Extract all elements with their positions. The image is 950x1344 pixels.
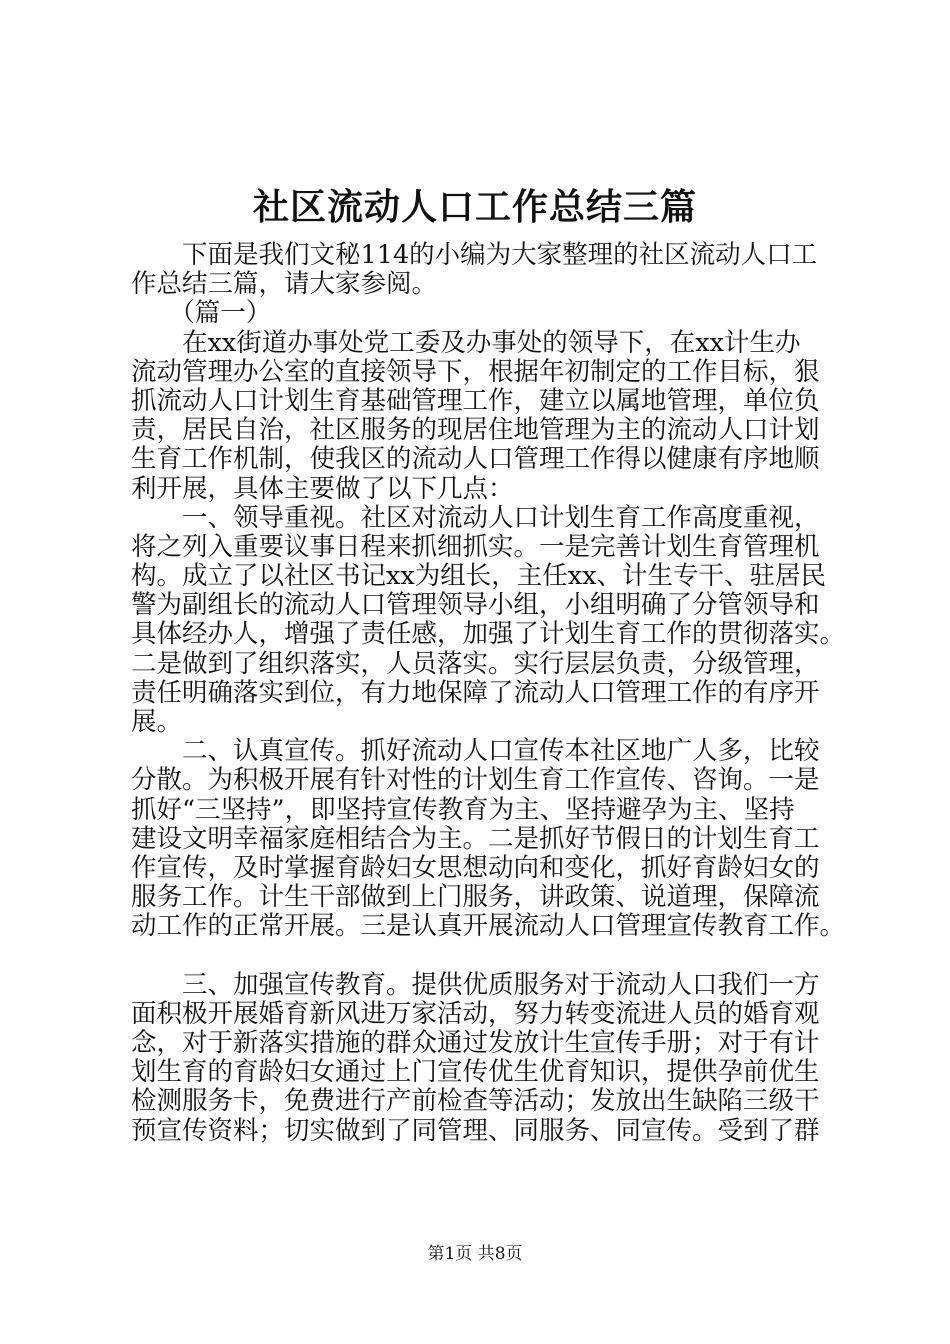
- body-line: 具体经办人，增强了责任感，加强了计划生育工作的贯彻落实。: [131, 619, 846, 650]
- body-line: 流动管理办公室的直接领导下，根据年初制定的工作目标，狠: [131, 356, 820, 387]
- body-line: 生育工作机制，使我区的流动人口管理工作得以健康有序地顺: [131, 444, 820, 475]
- blank-line: [131, 942, 861, 971]
- body-line: 警为副组长的流动人口管理领导小组，小组明确了分管领导和: [131, 590, 820, 621]
- body-line: 检测服务卡，免费进行产前检查等活动；发放出生缺陷三级干: [131, 1086, 820, 1117]
- document-title: 社区流动人口工作总结三篇: [252, 186, 697, 228]
- body-line: 三、加强宣传教育。提供优质服务对于流动人口我们一方: [131, 969, 820, 1000]
- body-line: 抓好“三坚持”，即坚持宣传教育为主、坚持避孕为主、坚持: [131, 794, 795, 825]
- body-line: 念，对于新落实措施的群众通过发放计生宣传手册；对于有计: [131, 1028, 820, 1059]
- page-number-footer: 第1页 共8页: [427, 1244, 523, 1264]
- body-line: 一、领导重视。社区对流动人口计划生育工作高度重视，: [131, 502, 820, 533]
- body-line: 二是做到了组织落实，人员落实。实行层层负责，分级管理，: [131, 648, 820, 679]
- body-line: 抓流动人口计划生育基础管理工作，建立以属地管理，单位负: [131, 385, 820, 416]
- body-line: 责，居民自治，社区服务的现居住地管理为主的流动人口计划: [131, 415, 820, 446]
- body-line: 面积极开展婚育新风进万家活动，努力转变流进人员的婚育观: [131, 998, 820, 1029]
- body-line: 展。: [131, 707, 183, 737]
- body-line: 分散。为积极开展有针对性的计划生育工作宣传、咨询。一是: [131, 765, 820, 796]
- body-line: 构。成立了以社区书记xx为组长，主任xx、计生专干、驻居民: [131, 561, 827, 592]
- body-line: 预宣传资料；切实做到了同管理、同服务、同宣传。受到了群: [131, 1115, 820, 1146]
- body-line: 利开展，具体主要做了以下几点：: [131, 473, 514, 504]
- body-line: 下面是我们文秘114的小编为大家整理的社区流动人口工: [131, 240, 818, 270]
- body-line: 服务工作。计生干部做到上门服务，讲政策、说道理，保障流: [131, 882, 820, 913]
- body-line: 将之列入重要议事日程来抓细抓实。一是完善计划生育管理机: [131, 531, 820, 562]
- body-line: 作宣传，及时掌握育龄妇女思想动向和变化，抓好育龄妇女的: [131, 852, 820, 883]
- body-line: 作总结三篇，请大家参阅。: [131, 269, 438, 300]
- body-line: 划生育的育龄妇女通过上门宣传优生优育知识，提供孕前优生: [131, 1057, 820, 1088]
- body-line: 建设文明幸福家庭相结合为主。二是抓好节假日的计划生育工: [131, 823, 820, 854]
- body-line: 责任明确落实到位，有力地保障了流动人口管理工作的有序开: [131, 677, 820, 708]
- body-line: 在xx街道办事处党工委及办事处的领导下，在xx计生办: [131, 327, 801, 358]
- section-heading: （篇一）: [131, 298, 272, 329]
- body-line: 动工作的正常开展。三是认真开展流动人口管理宣传教育工作。: [131, 911, 846, 942]
- document-body: [131, 241, 861, 1146]
- body-line: 二、认真宣传。抓好流动人口宣传本社区地广人多，比较: [131, 736, 820, 767]
